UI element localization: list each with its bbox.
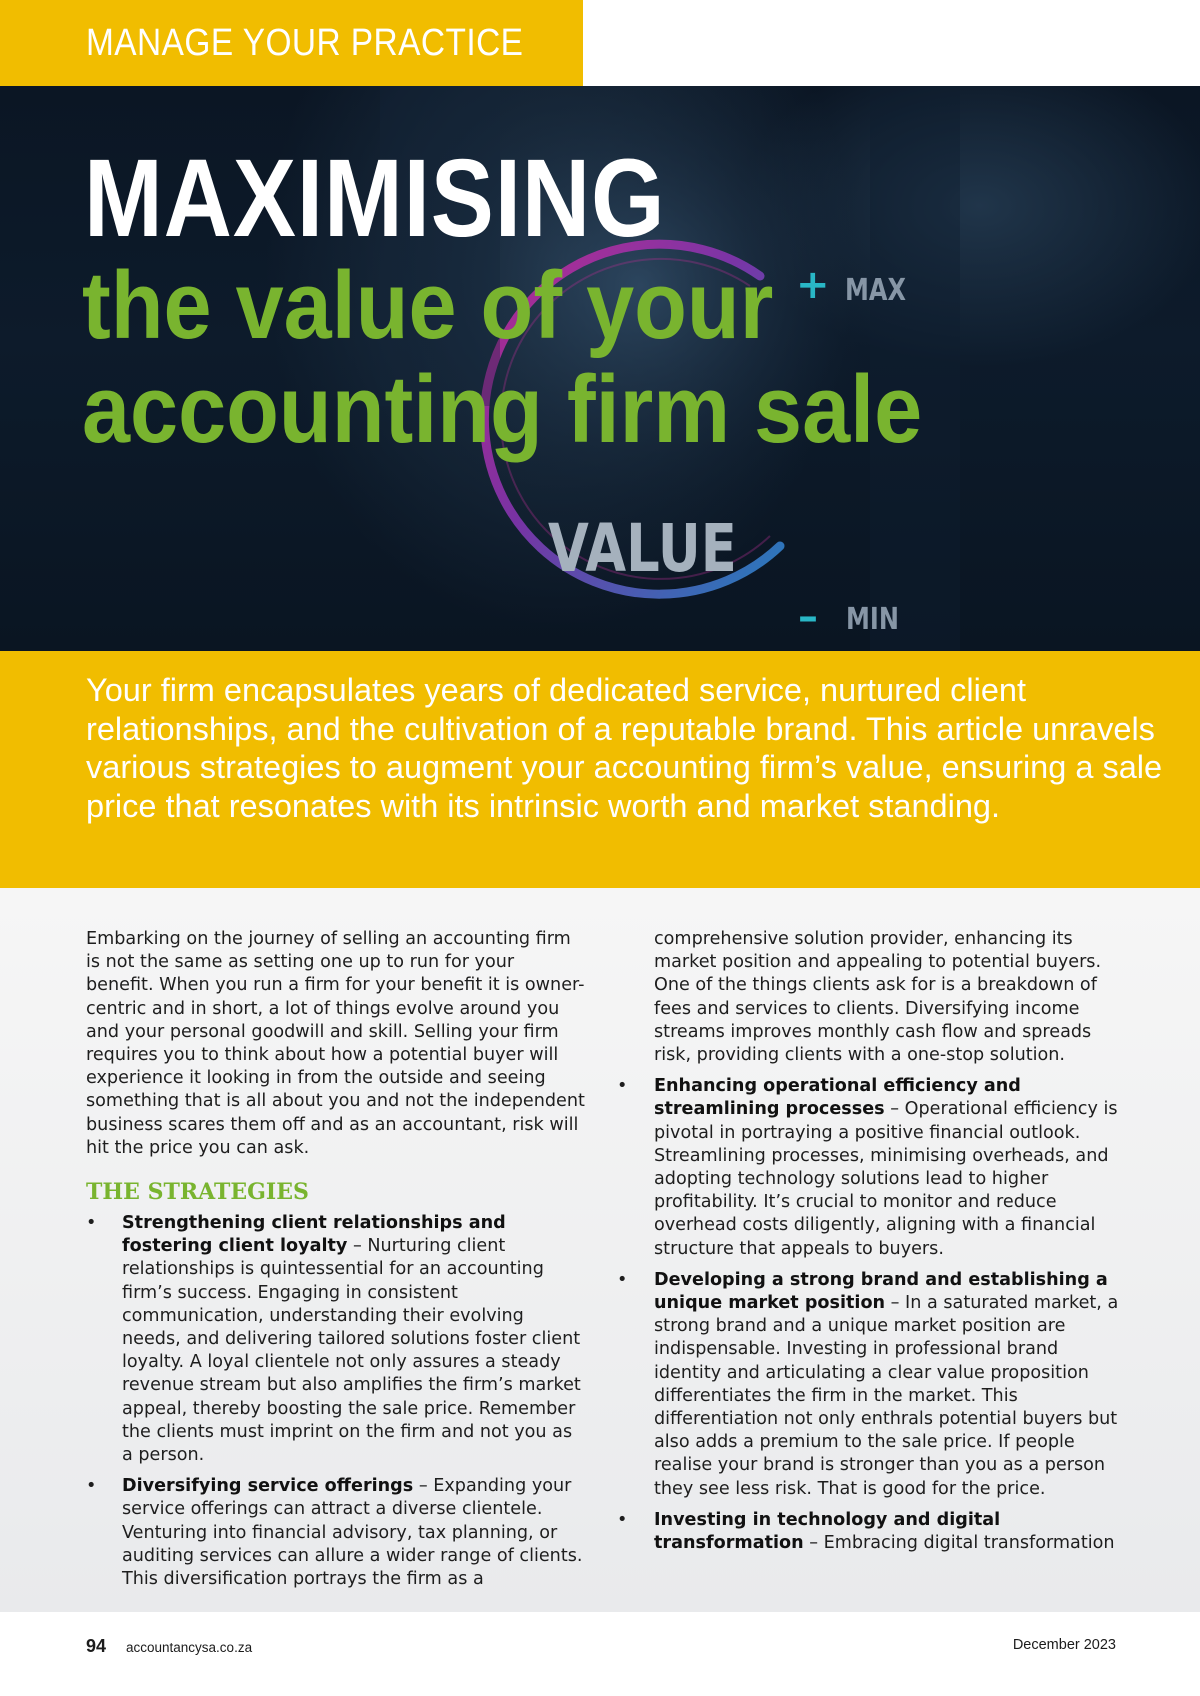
bullet-icon: • <box>617 1509 628 1530</box>
strategy-item <box>86 1212 586 1467</box>
headline-sub: the value of your accounting firm sale <box>82 252 923 463</box>
strategy-list-left <box>86 1212 586 1591</box>
strategy-item <box>617 1509 1124 1555</box>
hero-image <box>0 86 1200 651</box>
website-link[interactable]: accountancysa.co.za <box>126 1640 253 1655</box>
opening-paragraph: Embarking on the journey of selling an accounting firm is not the same as setting one up to run for your benefit. When you run a firm for your benefit it is owner-centric and in short, a lot of things evolve around you and your personal goodwill and skill. Selling your firm requires you to think about how a potential buyer will experience it looking in from the outside and seeing something that is all about you and not the independent business scares them off and as an accountant, risk will hit the price you can ask. <box>86 929 585 1158</box>
bullet-icon: • <box>86 1476 97 1497</box>
strategy-title: Enhancing operational efficiency and streamlining processes <box>654 1076 1021 1120</box>
strategy-list-right <box>617 1075 1124 1555</box>
page-number: 94 <box>86 1636 107 1656</box>
gauge-max-label: MAX <box>845 273 906 308</box>
strategy-text: – Nurturing client relationships is quintessential for an accounting firm’s success. Engaging in consistent communication, understanding their evolving needs, and delivering tailored solutions foster client loyalty. A loyal clientele not only assures a steady revenue stream but also amplifies the firm’s market appeal, thereby boosting the sale price. Remember the clients must imprint on the firm and not you as a person. <box>122 1236 581 1466</box>
page-footer <box>0 1612 1200 1696</box>
strategy-item <box>617 1075 1124 1261</box>
column-left <box>86 928 586 1599</box>
bullet-icon: • <box>617 1076 628 1097</box>
strategy-text: – Operational efficiency is pivotal in portraying a positive financial outlook. Streamlining processes, minimising overheads, and adopting technology solutions lead to higher profitability. It’s crucial to monitor and reduce overhead costs diligently, aligning with a financial structure that appeals to buyers. <box>654 1099 1118 1259</box>
section-tab <box>0 0 583 86</box>
continued-paragraph: comprehensive solution provider, enhancing its market position and appealing to potential buyers. One of the things clients ask for is a breakdown of fees and services to clients. Diversifying income streams improves monthly cash flow and spreads risk, providing clients with a one-stop solution. <box>654 929 1102 1066</box>
strategy-item <box>617 1269 1124 1501</box>
intro-banner <box>0 651 1200 888</box>
strategy-item <box>86 1475 586 1591</box>
section-heading: THE STRATEGIES <box>86 1179 309 1206</box>
gauge-value-label: VALUE <box>548 510 737 587</box>
article-body <box>0 888 1200 1612</box>
minus-icon: – <box>798 594 818 640</box>
strategy-title: Strengthening client relationships and fostering client loyalty <box>122 1213 506 1257</box>
issue-date: December 2023 <box>1012 1637 1116 1653</box>
intro-text: Your firm encapsulates years of dedicated service, nurtured client relationships, and the cultivation of a reputable brand. This article unravels various strategies to augment your accounting firm’s value, ensuring a sale price that resonates with its intrinsic worth and market standing. <box>86 672 1163 824</box>
headline-main: MAXIMISING <box>84 137 666 260</box>
strategy-text: – Expanding your service offerings can attract a diverse clientele. Venturing into financial advisory, tax planning, or auditing services can allure a wider range of clients. This diversification portrays the firm as a <box>122 1476 583 1590</box>
strategy-title: Diversifying service offerings <box>122 1476 414 1497</box>
strategy-title: Investing in technology and digital transformation <box>654 1509 1001 1554</box>
gauge-min-label: MIN <box>846 602 899 637</box>
bullet-icon: • <box>617 1269 628 1290</box>
section-tab-label: MANAGE YOUR PRACTICE <box>86 22 524 64</box>
column-right <box>617 928 1124 1563</box>
strategy-title: Developing a strong brand and establishing a unique market position <box>654 1269 1108 1314</box>
bullet-icon: • <box>86 1213 97 1234</box>
plus-icon: + <box>796 262 830 308</box>
strategy-text: – Embracing digital transformation <box>803 1533 1115 1554</box>
strategy-text: – In a saturated market, a strong brand and a unique market position are indispensable. Investing in professional brand identity and articulating a clear value proposition differentiates the firm in the market. This differentiation not only enthrals potential buyers but also adds a premium to the sale price. If people realise your brand is stronger than you as a person they see less risk. That is good for the price. <box>654 1293 1119 1499</box>
